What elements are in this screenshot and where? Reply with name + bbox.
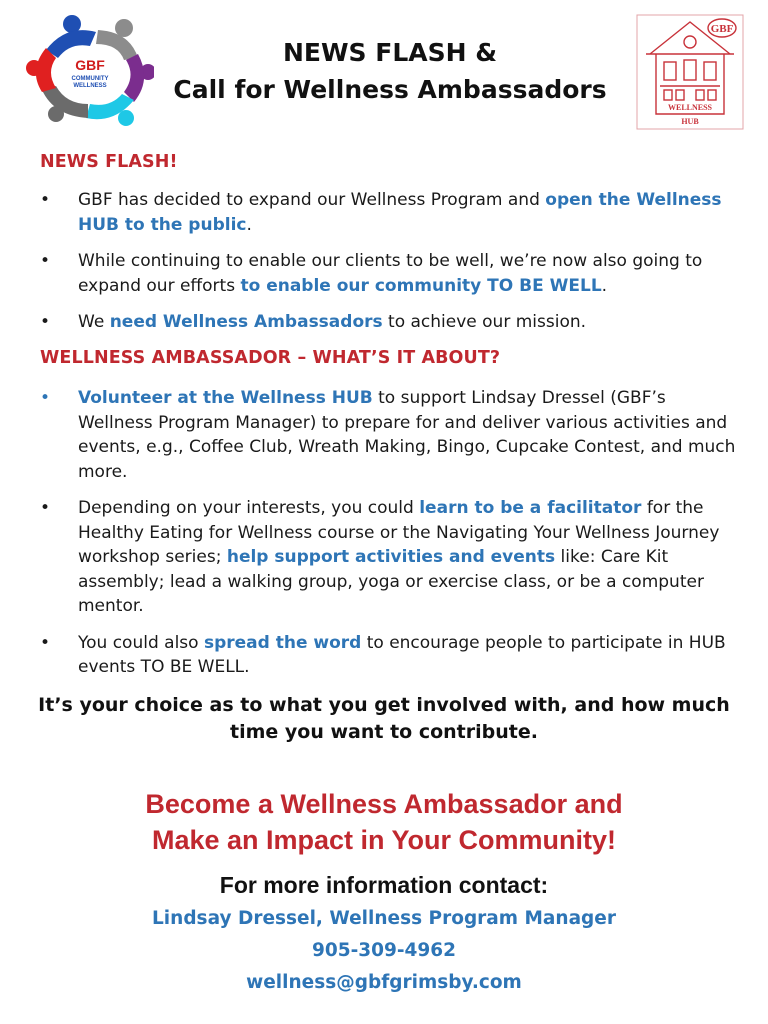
- cta-line-2: Make an Impact in Your Community!: [151, 825, 617, 855]
- logo-gbf-text: GBF: [75, 57, 105, 73]
- ambassador-list: [40, 386, 740, 692]
- contact-email[interactable]: wellness@gbfgrimsby.com: [246, 972, 522, 993]
- bullet-text: Depending on your interests, you could: [78, 498, 420, 518]
- bullet-icon: •: [40, 632, 51, 653]
- wellness-hub-logo: [636, 14, 744, 130]
- bullet-text: While continuing to enable our clients to be well, we’re now also going to expand our efforts: [78, 251, 703, 296]
- hub-logo-badge: GBF: [710, 23, 734, 35]
- bullet-text: .: [601, 275, 608, 296]
- highlight-text: Volunteer at the Wellness HUB: [78, 388, 373, 408]
- hub-logo-wellness-text: WELLNESS: [667, 103, 713, 112]
- title-line-1: NEWS FLASH &: [282, 38, 498, 67]
- logo-wellness-text: WELLNESS: [73, 83, 107, 89]
- highlight-text: learn to be a facilitator: [419, 498, 642, 518]
- call-to-action: [40, 786, 728, 858]
- contact-name: Lindsay Dressel, Wellness Program Manager: [152, 908, 616, 929]
- title-line-2: Call for Wellness Ambassadors: [173, 75, 607, 104]
- hub-logo-hub-text: HUB: [681, 117, 699, 126]
- news-flash-heading: NEWS FLASH!: [40, 152, 178, 172]
- bullet-text: for the Healthy Eating for Wellness course or the Navigating Your Wellness Journey workshop series;: [78, 498, 720, 567]
- bullet-text: .: [246, 214, 252, 235]
- bullet-text: to encourage people to participate in HUB events TO BE WELL.: [78, 632, 726, 677]
- bullet-icon: •: [40, 312, 51, 332]
- highlight-text: need Wellness Ambassadors: [109, 312, 383, 332]
- contact-heading: For more information contact:: [219, 872, 549, 898]
- highlight-text: spread the word: [203, 632, 362, 653]
- page-title: [160, 34, 620, 108]
- highlight-text: to enable our community TO BE WELL: [240, 275, 602, 296]
- highlight-text: help support activities and events: [226, 547, 556, 567]
- cta-line-1: Become a Wellness Ambassador and: [145, 789, 623, 819]
- choice-statement: It’s your choice as to what you get involved with, and how much time you want to contribute.: [38, 694, 730, 743]
- list-item: [40, 496, 740, 619]
- bullet-text: We: [78, 312, 110, 332]
- gbf-community-wellness-logo: [26, 10, 154, 128]
- logo-community-text: COMMUNITY: [71, 76, 109, 82]
- bullet-text: GBF has decided to expand our Wellness Program and: [78, 190, 546, 210]
- contact-phone[interactable]: 905-309-4962: [311, 940, 457, 961]
- list-item: [40, 188, 740, 237]
- list-item: [40, 631, 740, 680]
- bullet-icon: •: [40, 190, 51, 210]
- bullet-text: You could also: [78, 632, 204, 653]
- bullet-icon: •: [40, 251, 51, 271]
- ambassador-heading: WELLNESS AMBASSADOR – WHAT’S IT ABOUT?: [40, 348, 501, 368]
- bullet-text: like: Care Kit assembly; lead a walking group, yoga or exercise class, or be a computer mentor.: [78, 547, 704, 616]
- list-item: [40, 310, 740, 335]
- bullet-icon: •: [40, 498, 51, 518]
- bullet-text: to support Lindsay Dressel (GBF’s Wellness Program Manager) to prepare for and deliver various activities and events, e.g., Coffee Club, Wreath Making, Bingo, Cupcake Contest, and much more.: [78, 388, 736, 482]
- highlight-text: open the Wellness HUB to the public: [78, 190, 722, 235]
- news-flash-list: [40, 188, 740, 347]
- bullet-icon: •: [40, 388, 51, 408]
- list-item: [40, 249, 740, 298]
- bullet-text: to achieve our mission.: [382, 312, 587, 332]
- list-item: [40, 386, 740, 484]
